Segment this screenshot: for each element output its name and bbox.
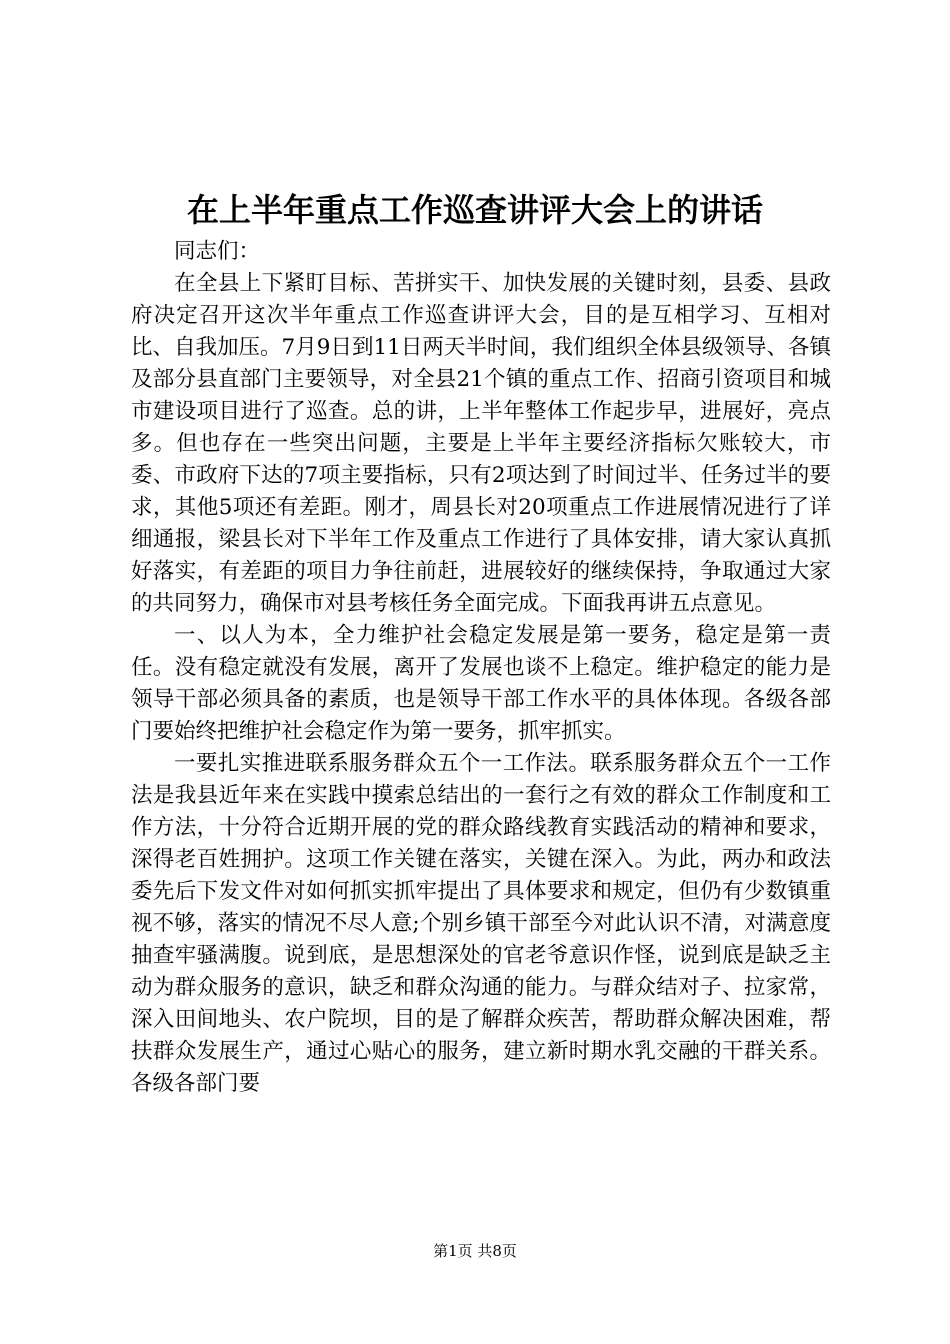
body-paragraph: 一要扎实推进联系服务群众五个一工作法。联系服务群众五个一工作法是我县近年来在实践中摸索总结出的一套行之有效的群众工作制度和工作方法，十分符合近期开展的党的群众路线教育实践活动的精神和要求，深得老百姓拥护。这项工作关键在落实，关键在深入。为此，两办和政法委先后下发文件对如何抓实抓牢提出了具体要求和规定，但仍有少数镇重视不够，落实的情况不尽人意;个别乡镇干部至今对此认识不清，对满意度抽查牢骚满腹。说到底，是思想深处的官老爷意识作怪，说到底是缺乏主动为群众服务的意识，缺乏和群众沟通的能力。与群众结对子、拉家常，深入田间地头、农户院坝，目的是了解群众疾苦，帮助群众解决困难，帮扶群众发展生产，通过心贴心的服务，建立新时期水乳交融的干群关系。各级各部门要 [131, 751, 831, 1096]
body-paragraph: 一、以人为本，全力维护社会稳定发展是第一要务，稳定是第一责任。没有稳定就没有发展，离开了发展也谈不上稳定。维护稳定的能力是领导干部必须具备的素质，也是领导干部工作水平的具体体现。各级各部门要始终把维护社会稳定作为第一要务，抓牢抓实。 [131, 623, 831, 744]
document-title: 在上半年重点工作巡查讲评大会上的讲话 [186, 191, 763, 229]
salutation-paragraph: 同志们： [174, 239, 261, 264]
body-paragraph: 在全县上下紧盯目标、苦拼实干、加快发展的关键时刻，县委、县政府决定召开这次半年重点工作巡查讲评大会，目的是互相学习、互相对比、自我加压。7月9日到11日两天半时间，我们组织全体县级领导、各镇及部分县直部门主要领导，对全县21个镇的重点工作、招商引资项目和城市建设项目进行了巡查。总的讲，上半年整体工作起步早，进展好，亮点多。但也存在一些突出问题，主要是上半年主要经济指标欠账较大，市委、市政府下达的7项主要指标，只有2项达到了时间过半、任务过半的要求，其他5项还有差距。刚才，周县长对20项重点工作进展情况进行了详细通报，梁县长对下半年工作及重点工作进行了具体安排，请大家认真抓好落实，有差距的项目力争往前赶，进展较好的继续保持，争取通过大家的共同努力，确保市对县考核任务全面完成。下面我再讲五点意见。 [131, 271, 831, 616]
page-number-footer: 第1页 共8页 [433, 1242, 517, 1260]
document-body [131, 236, 831, 1100]
